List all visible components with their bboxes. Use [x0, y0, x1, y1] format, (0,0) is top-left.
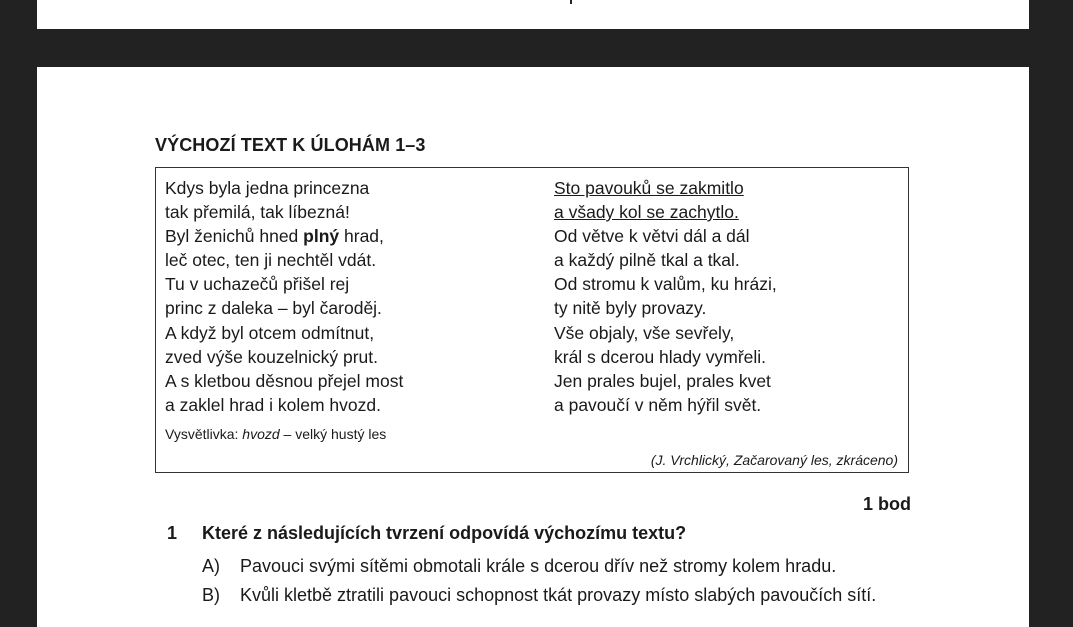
- poem-line: ty nitě byly provazy.: [554, 298, 707, 319]
- previous-page-bottom: [37, 0, 1029, 29]
- poem-line-part: Byl ženichů hned: [165, 226, 304, 247]
- gloss-definition: – velký hustý les: [279, 426, 387, 442]
- poem-line: princ z daleka – byl čaroděj.: [165, 298, 382, 319]
- glossary-note: [165, 426, 386, 442]
- underlined-text: a všady kol se zachytlo.: [554, 202, 739, 223]
- poem-line: A když byl otcem odmítnut,: [165, 322, 375, 343]
- poem-line: Jen prales bujel, prales kvet: [554, 370, 771, 391]
- poem-line: Od větve k větvi dál a dál: [554, 226, 750, 247]
- poem-right-column: [554, 176, 777, 417]
- poem-line: Kdys byla jedna princezna: [165, 178, 370, 198]
- gloss-term: hvozd: [242, 426, 280, 442]
- poem-line-part: hrad,: [339, 226, 384, 247]
- poem-line: [165, 224, 403, 248]
- option-letter: B): [202, 585, 220, 605]
- section-heading: VÝCHOZÍ TEXT K ÚLOHÁM 1–3: [155, 135, 426, 155]
- points-label: 1 bod: [863, 494, 911, 514]
- poem-line-underlined: [554, 176, 777, 200]
- poem-line: tak přemilá, tak líbezná!: [165, 202, 350, 223]
- poem-line: Od stromu k valům, ku hrázi,: [554, 274, 777, 295]
- gloss-prefix: Vysvětlivka:: [165, 426, 243, 442]
- poem-line: a každý pilně tkal a tkal.: [554, 250, 740, 271]
- poem-line: a pavoučí v něm hýřil svět.: [554, 394, 762, 415]
- option-text: Pavouci svými sítěmi obmotali krále s dcerou dřív než stromy kolem hradu.: [240, 556, 837, 576]
- question-text: Které z následujících tvrzení odpovídá výchozímu textu?: [202, 523, 687, 543]
- answer-option-a: [202, 556, 836, 577]
- page-number-fragment: [570, 0, 572, 4]
- document-page: [37, 67, 1029, 627]
- poem-line-underlined: [554, 200, 777, 224]
- poem-line: Vše objaly, vše sevřely,: [554, 322, 735, 343]
- poem-line: a zaklel hrad i kolem hvozd.: [165, 394, 381, 415]
- answer-option-b: [202, 585, 876, 606]
- poem-line: Tu v uchazečů přišel rej: [165, 274, 350, 295]
- option-letter: A): [202, 556, 220, 576]
- source-citation: (J. Vrchlický, Začarovaný les, zkráceno): [650, 452, 898, 468]
- option-text: Kvůli kletbě ztratili pavouci schopnost tkát provazy místo slabých pavoučích sítí.: [240, 585, 877, 605]
- bold-word: plný: [303, 226, 340, 247]
- source-text-box: [155, 167, 909, 473]
- question-number: 1: [167, 523, 178, 543]
- poem-line: král s dcerou hlady vymřeli.: [554, 346, 767, 367]
- poem-line: A s kletbou děsnou přejel most: [165, 370, 404, 391]
- poem-left-column: [165, 176, 403, 417]
- poem-line: leč otec, ten ji nechtěl vdát.: [165, 250, 377, 271]
- underlined-text: Sto pavouků se zakmitlo: [554, 178, 744, 198]
- poem-line: zved výše kouzelnický prut.: [165, 346, 379, 367]
